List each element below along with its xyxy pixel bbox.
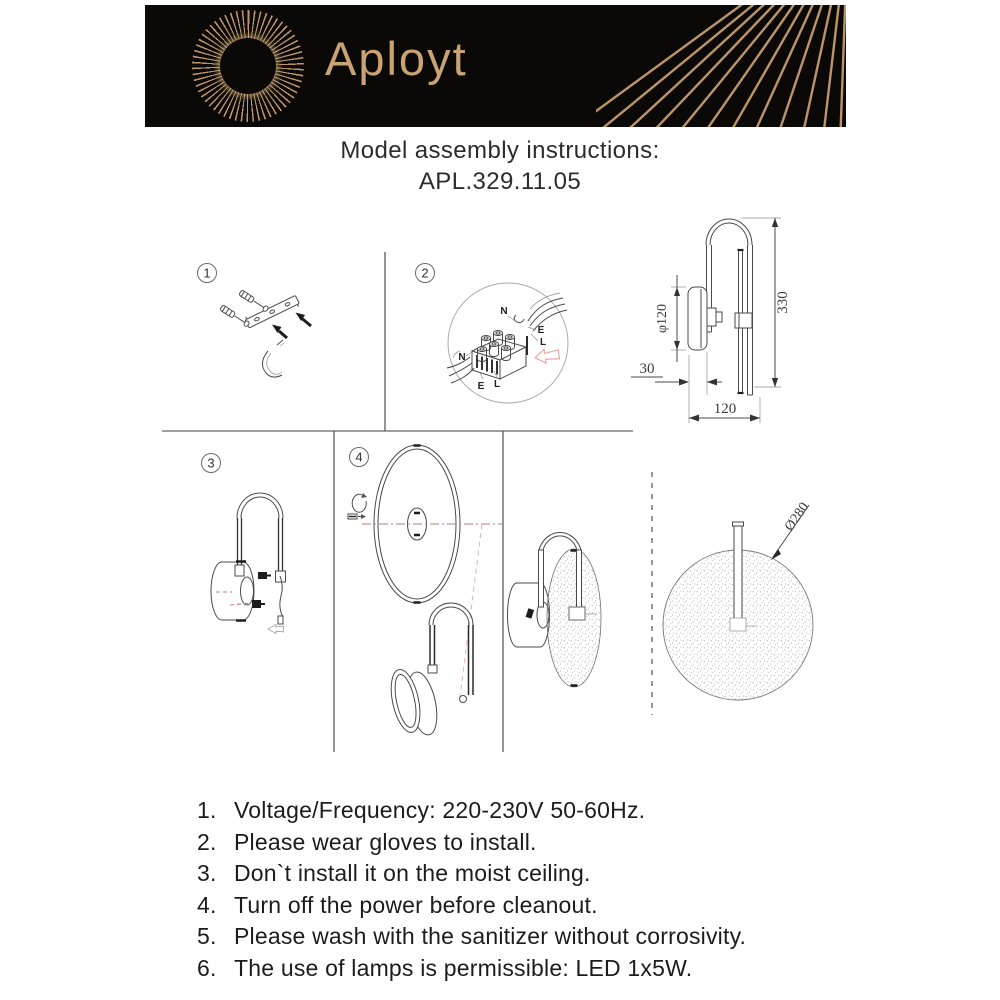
note-item	[197, 827, 837, 859]
page-title: Model assembly instructions:	[340, 137, 660, 164]
sunburst-core	[220, 38, 276, 94]
model-number: APL.329.11.05	[418, 168, 582, 195]
note-text: Please wash with the sanitizer without corrosivity.	[234, 923, 747, 949]
assembly-diagrams	[150, 205, 850, 760]
step-3-number: 3	[207, 455, 215, 471]
step-2-number: 2	[421, 265, 429, 281]
note-text: Please wear gloves to install.	[234, 828, 537, 855]
note-number: 2.	[197, 828, 217, 855]
assembled-lamp-drawing	[508, 532, 602, 687]
note-item	[197, 921, 837, 953]
screw-icon	[252, 572, 271, 608]
note-number: 1.	[197, 797, 217, 823]
title-block	[0, 137, 1000, 196]
step-3-drawing	[211, 493, 286, 634]
wiring-label-n-left: N	[458, 352, 466, 363]
note-item	[197, 953, 837, 985]
install-arrow-icon	[272, 313, 311, 339]
step-2-badge	[416, 264, 435, 283]
note-text: Voltage/Frequency: 220-230V 50-60Hz.	[234, 797, 646, 823]
step-2-drawing	[447, 283, 568, 403]
plate-diameter-dimension: φ120	[655, 303, 670, 334]
brand-banner	[145, 5, 846, 127]
wiring-label-e-right: E	[537, 325, 545, 336]
note-number: 6.	[197, 954, 217, 981]
wiring-label-e-bottom: E	[477, 381, 485, 392]
step-1-drawing	[220, 290, 311, 377]
step-1-badge	[198, 264, 217, 283]
step-4-number: 4	[355, 449, 363, 465]
dimension-drawing	[631, 218, 791, 423]
safety-notes-list	[197, 795, 837, 984]
wiring-label-l-bottom: L	[493, 379, 501, 390]
step-1-number: 1	[203, 265, 211, 281]
width-dimension: 120	[713, 401, 737, 417]
front-view-drawing	[663, 500, 813, 700]
note-text: Turn off the power before cleanout.	[234, 891, 598, 918]
brand-wordmark: Aployt	[325, 32, 468, 85]
note-item	[197, 890, 837, 922]
rotate-icon	[348, 493, 367, 519]
note-number: 3.	[197, 860, 217, 886]
note-number: 5.	[197, 923, 217, 949]
note-item	[197, 858, 837, 890]
height-dimension: 330	[775, 291, 791, 314]
wiring-label-l-right: L	[539, 337, 547, 348]
ring-diameter-label: Ø280	[782, 499, 813, 535]
step-4-drawing	[348, 445, 502, 741]
depth-dimension: 30	[639, 361, 655, 377]
note-item	[197, 795, 837, 827]
direction-arrow-icon	[534, 347, 560, 364]
corner-rays-icon	[596, 5, 846, 127]
note-text: Don`t install it on the moist ceiling.	[234, 860, 591, 886]
step-4-badge	[350, 448, 369, 467]
note-number: 4.	[197, 891, 217, 918]
step-3-badge	[202, 454, 221, 473]
note-text: The use of lamps is permissible: LED 1x5W.	[234, 954, 693, 981]
wiring-label-n-top: N	[500, 306, 508, 317]
